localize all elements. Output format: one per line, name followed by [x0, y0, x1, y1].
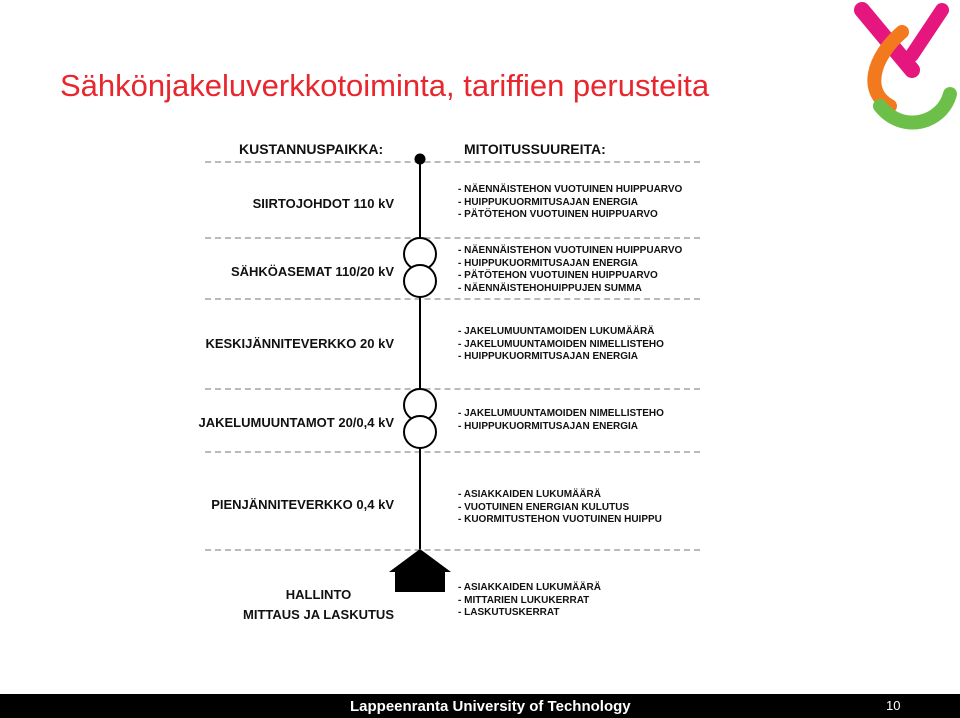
dimension-item: - HUIPPUKUORMITUSAJAN ENERGIA — [458, 196, 639, 208]
dimension-item: - PÄTÖTEHON VUOTUINEN HUIPPUARVO — [458, 270, 658, 281]
dimension-item: - HUIPPUKUORMITUSAJAN ENERGIA — [458, 257, 639, 269]
cost-centre-medium-voltage: KESKIJÄNNITEVERKKO 20 kV — [205, 336, 394, 351]
dimensioning-list-administration — [458, 582, 601, 620]
cost-centre-substations: SÄHKÖASEMAT 110/20 kV — [230, 264, 394, 279]
dimension-item: - ASIAKKAIDEN LUKUMÄÄRÄ — [458, 582, 601, 593]
footer-bar — [0, 694, 960, 718]
dimension-item: - HUIPPUKUORMITUSAJAN ENERGIA — [458, 420, 639, 432]
dimension-item: - JAKELUMUUNTAMOIDEN NIMELLISTEHO — [458, 408, 664, 419]
cost-centre-header: KUSTANNUSPAIKKA: — [239, 141, 384, 157]
dimensioning-header: MITOITUSSUUREITA: — [464, 141, 606, 157]
dimension-item: - HUIPPUKUORMITUSAJAN ENERGIA — [458, 351, 639, 362]
transformer-winding-lower — [404, 265, 436, 297]
cost-centre-transmission: SIIRTOJOHDOT 110 kV — [252, 196, 394, 211]
dimension-item: - KUORMITUSTEHON VUOTUINEN HUIPPU — [458, 514, 662, 525]
house-icon — [389, 549, 451, 592]
dimensioning-list-low-voltage — [458, 489, 662, 527]
footer-organization: Lappeenranta University of Technology — [350, 698, 631, 715]
dimensioning-list-transmission — [458, 184, 682, 222]
connection-node — [415, 154, 426, 165]
transformer-winding-lower — [404, 416, 436, 448]
administration-label: HALLINTO — [285, 587, 352, 602]
dimension-item: - JAKELUMUUNTAMOIDEN LUKUMÄÄRÄ — [458, 326, 655, 337]
page-number: 10 — [886, 698, 901, 713]
dimension-item: - ASIAKKAIDEN LUKUMÄÄRÄ — [458, 489, 601, 500]
page-title: Sähkönjakeluverkkotoiminta, tariffien perusteita — [60, 68, 710, 103]
cost-centre-administration — [243, 585, 394, 625]
cost-centre-low-voltage: PIENJÄNNITEVERKKO 0,4 kV — [211, 497, 394, 512]
dimension-item: - NÄENNÄISTEHOHUIPPUJEN SUMMA — [458, 282, 642, 294]
metering-billing-label: MITTAUS JA LASKUTUS — [243, 607, 394, 622]
dimension-item: - MITTARIEN LUKUKERRAT — [458, 594, 590, 606]
cost-centre-distribution-transformers: JAKELUMUUNTAMOT 20/0,4 kV — [198, 415, 394, 430]
dimension-item: - PÄTÖTEHON VUOTUINEN HUIPPUARVO — [458, 209, 658, 220]
dimensioning-list-medium-voltage — [458, 326, 664, 364]
dimensioning-list-distribution-transformers — [458, 408, 664, 433]
dimension-item: - NÄENNÄISTEHON VUOTUINEN HUIPPUARVO — [458, 245, 683, 256]
dimensioning-list-substations — [458, 245, 682, 295]
dimension-item: - VUOTUINEN ENERGIAN KULUTUS — [458, 501, 630, 513]
dimension-item: - NÄENNÄISTEHON VUOTUINEN HUIPPUARVO — [458, 184, 683, 195]
dimension-item: - LASKUTUSKERRAT — [458, 607, 560, 618]
dimension-item: - JAKELUMUUNTAMOIDEN NIMELLISTEHO — [458, 338, 664, 350]
